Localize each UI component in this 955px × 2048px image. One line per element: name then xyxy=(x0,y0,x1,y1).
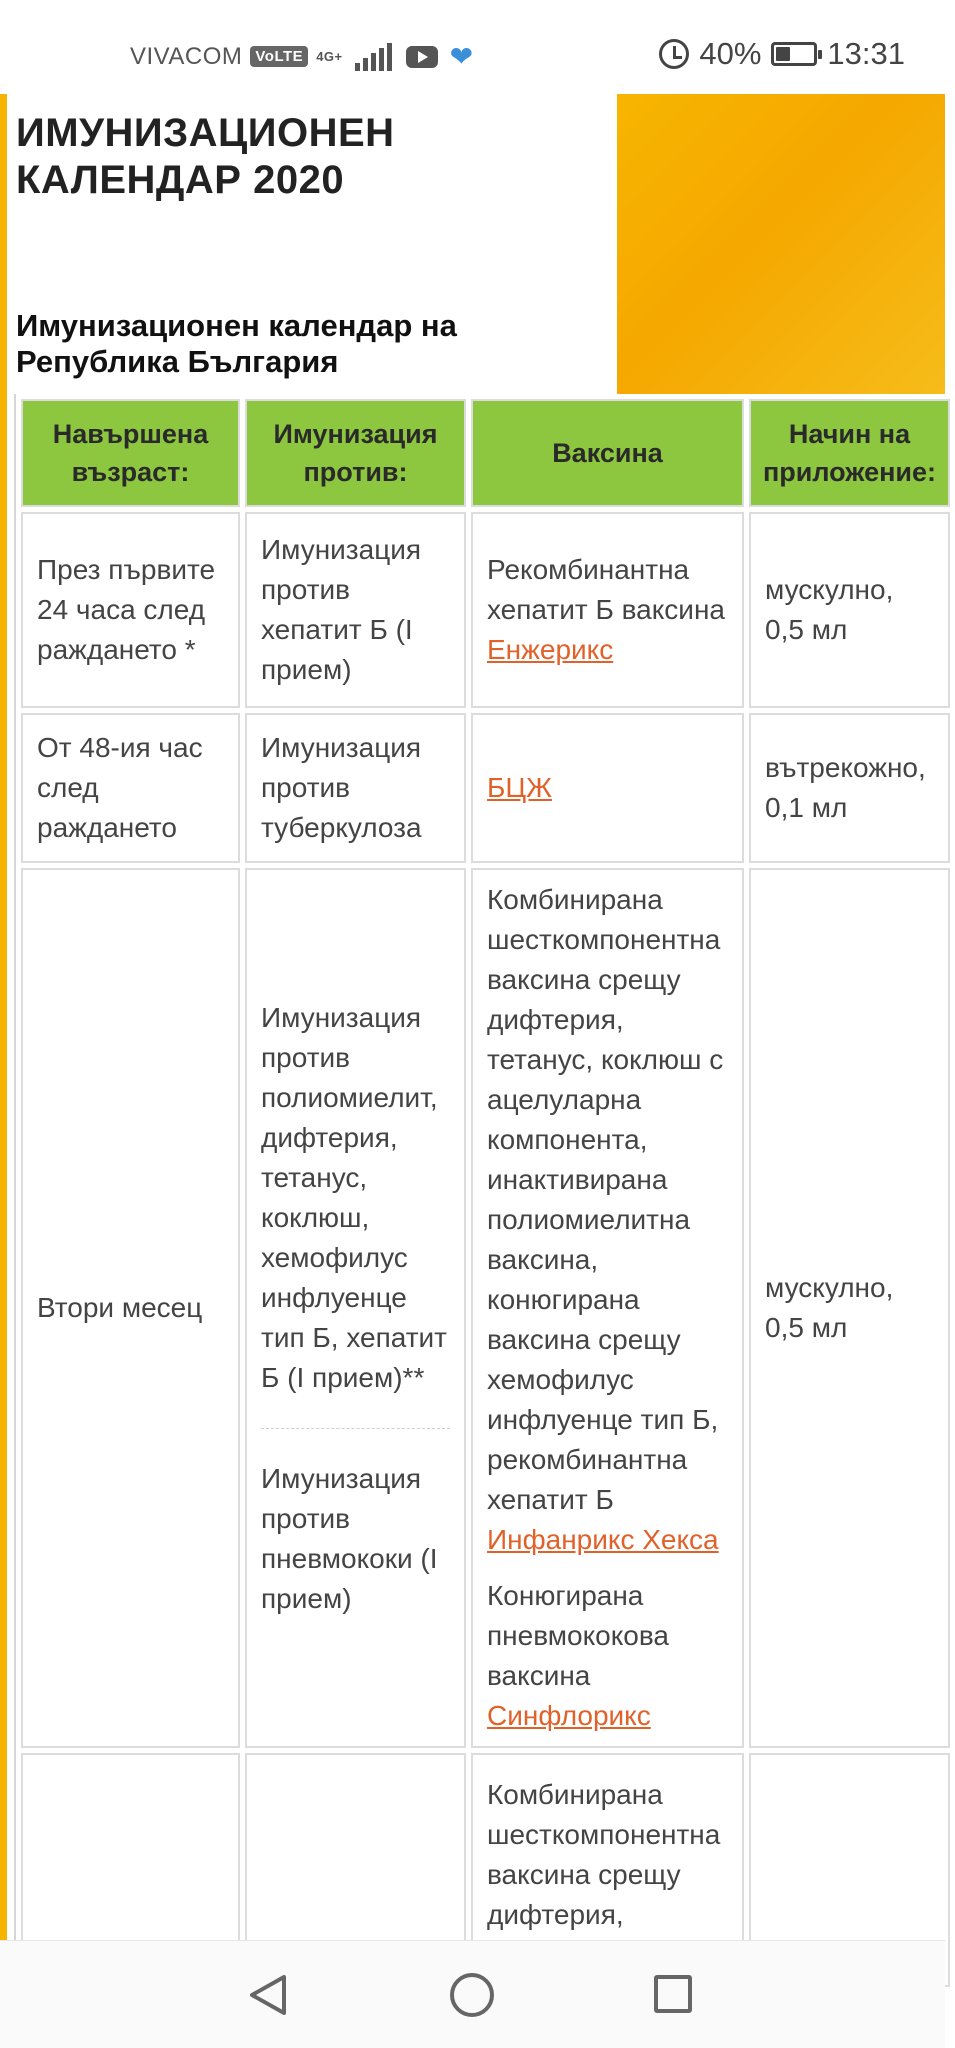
immunization-table-container[interactable] xyxy=(14,394,945,1940)
header-banner-image xyxy=(617,94,945,394)
cell-method: вътрекожно, 0,1 мл xyxy=(749,713,950,863)
carrier-name: VIVACOM xyxy=(130,42,243,70)
app-notification-icon: ❤ xyxy=(449,41,474,72)
immunization-table xyxy=(16,394,955,1992)
vaccine-link-infanrix-hexa[interactable]: Инфанрикс Хекса xyxy=(487,1524,719,1555)
clock: 13:31 xyxy=(827,36,905,71)
volte-icon: VoLTE xyxy=(250,46,308,67)
table-row xyxy=(21,868,950,1748)
vaccine-entry xyxy=(487,880,728,1560)
vaccine-link-synflorix[interactable]: Синфлорикс xyxy=(487,1700,651,1731)
cell-vaccine xyxy=(471,713,744,863)
cell-vaccine xyxy=(471,868,744,1748)
table-row xyxy=(21,512,950,708)
recent-apps-icon[interactable] xyxy=(654,1975,692,2013)
status-left xyxy=(130,40,474,73)
immunization-text: Имунизация против полиомиелит, дифтерия, тетанус, коклюш, хемофилус инфлуенце тип Б, хепатит Б (I прием)** xyxy=(261,1001,448,1393)
vaccine-link-enzheriks[interactable]: Енжерикс xyxy=(487,634,614,665)
network-type: 4G+ xyxy=(316,49,343,64)
vaccine-description: Комбинирана шесткомпонентна ваксина срещу дифтерия, тетанус, коклюш с ацелуларна компонента, инактивирана полиомиелитна ваксина, конюгирана ваксина срещу хемофилус инфлуенце тип Б, рекомбинантна хепатит Б xyxy=(487,884,724,1515)
vaccine-entry xyxy=(487,550,728,670)
immunization-text: Имунизация против пневмококи (I прием) xyxy=(261,1428,450,1619)
signal-icon xyxy=(355,43,392,71)
immunization-text: Имунизация против туберкулоза xyxy=(261,732,422,843)
cell-age: През първите 24 часа след раждането * xyxy=(21,512,240,708)
vaccine-description: Рекомбинантна хепатит Б ваксина xyxy=(487,554,725,625)
vaccine-link-bcg[interactable]: БЦЖ xyxy=(487,772,552,803)
cell-vaccine xyxy=(471,512,744,708)
youtube-icon xyxy=(406,46,438,68)
page-subtitle: Имунизационен календар на Република България xyxy=(16,308,457,379)
accent-strip xyxy=(0,94,7,1940)
battery-percent: 40% xyxy=(699,36,762,71)
table-header-row xyxy=(21,399,950,507)
header-age: Навършена възраст: xyxy=(21,399,240,507)
immunization-text: Имунизация против хепатит Б (I прием) xyxy=(261,534,422,685)
cell-age: Втори месец xyxy=(21,868,240,1748)
cell-age: От 48-ия час след раждането xyxy=(21,713,240,863)
back-icon[interactable] xyxy=(248,1973,288,2017)
page-title: ИМУНИЗАЦИОНЕН КАЛЕНДАР 2020 xyxy=(16,111,395,202)
vaccine-description: Конюгирана пневмококова ваксина xyxy=(487,1580,669,1691)
status-bar xyxy=(0,0,945,94)
vaccine-description: Комбинирана шесткомпонентна ваксина срещу дифтерия, xyxy=(487,1779,721,1930)
cell-immunization xyxy=(245,713,466,863)
header-immunization: Имунизация против: xyxy=(245,399,466,507)
table-row xyxy=(21,713,950,863)
cell-immunization xyxy=(245,868,466,1748)
alarm-icon xyxy=(659,39,689,69)
status-right xyxy=(659,36,905,72)
vaccine-entry xyxy=(487,1576,728,1736)
cell-method: мускулно, 0,5 мл xyxy=(749,512,950,708)
cell-immunization xyxy=(245,512,466,708)
header-method: Начин на приложение: xyxy=(749,399,950,507)
battery-icon xyxy=(771,42,817,66)
system-nav-bar xyxy=(0,1940,945,2048)
home-icon[interactable] xyxy=(450,1973,494,2017)
header-vaccine: Ваксина xyxy=(471,399,744,507)
cell-method: мускулно, 0,5 мл xyxy=(749,868,950,1748)
